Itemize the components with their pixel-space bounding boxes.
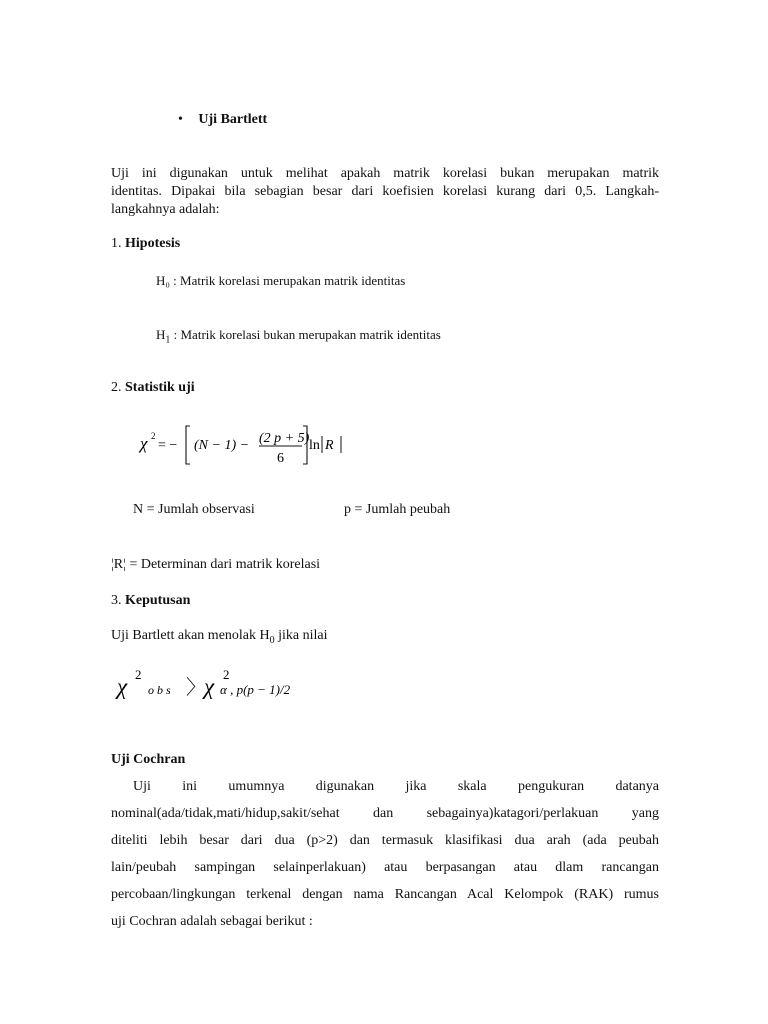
- decision-text: [111, 627, 328, 650]
- cochran-line-6: uji Cochran adalah sebagai berikut :: [111, 914, 313, 929]
- cochran-paragraph: [111, 773, 659, 935]
- cochran-line-1: Uji ini umumnya digunakan jika skala pengukuran datanya: [133, 779, 659, 794]
- hypothesis-h0: [156, 272, 405, 290]
- step3-heading: [111, 592, 190, 610]
- section-title-cochran: Uji Cochran: [111, 752, 186, 767]
- cochran-line-3: diteliti lebih besar dari dua (p>2) dan termasuk klasifikasi dua arah (ada peubah: [111, 833, 659, 848]
- rule-greater-icon: 〉: [186, 677, 206, 699]
- decision-post: jika nilai: [274, 628, 328, 643]
- h0-text: : Matrik korelasi merupakan matrik identitas: [169, 273, 406, 288]
- r-def-text: = Determinan dari matrik korelasi: [125, 557, 321, 572]
- formula-ln: ln: [309, 438, 320, 453]
- formula-equals-minus: = −: [158, 438, 178, 453]
- formula-denominator: 6: [277, 451, 284, 466]
- step1-number: 1.: [111, 236, 122, 251]
- bullet-icon: •: [178, 112, 183, 127]
- step1-title: Hipotesis: [125, 236, 181, 251]
- cochran-line-2: nominal(ada/tidak,mati/hidup,sakit/sehat dan sebagainya)katagori/perlakuan yang: [111, 806, 659, 821]
- n-definition: N = Jumlah observasi: [133, 502, 255, 517]
- rule-sub-alpha: α , p(p − 1)/2: [220, 682, 291, 697]
- intro-line-3: langkahnya adalah:: [111, 202, 220, 217]
- h1-label: H: [156, 327, 166, 342]
- hypothesis-h1: [156, 326, 441, 350]
- intro-line-2: identitas. Dipakai bila sebagian besar dari koefisien korelasi kurang dari 0,5. Langkah-: [111, 184, 659, 199]
- bullet-heading: [178, 111, 267, 129]
- h1-subscript: 1: [165, 334, 171, 346]
- p-definition: p = Jumlah peubah: [344, 502, 451, 517]
- formula-n-term: (N − 1) −: [194, 438, 250, 453]
- rule-chi-obs-symbol: χ: [117, 674, 128, 699]
- formula-numerator: (2 p + 5): [259, 431, 310, 446]
- left-bracket-icon: [186, 426, 190, 464]
- intro-line-1: Uji ini digunakan untuk melihat apakah matrik korelasi bukan merupakan matrik: [111, 166, 659, 181]
- decision-subscript: 0: [269, 634, 275, 646]
- step2-number: 2.: [111, 380, 122, 395]
- step3-title: Keputusan: [125, 593, 191, 608]
- h0-label: H₀: [156, 273, 170, 288]
- cochran-line-5: percobaan/lingkungan terkenal dengan nama Rancangan Acal Kelompok (RAK) rumus: [111, 887, 659, 902]
- h1-text: : Matrik korelasi bukan merupakan matrik identitas: [170, 327, 441, 342]
- step3-number: 3.: [111, 593, 122, 608]
- cochran-line-4: lain/peubah sampingan selainperlakuan) atau berpasangan atau dlam rancangan: [111, 860, 659, 875]
- step2-heading: [111, 379, 195, 397]
- section-title-bartlett: Uji Bartlett: [198, 112, 268, 127]
- rule-sup-2: 2: [223, 667, 230, 682]
- step1-heading: [111, 235, 180, 253]
- formula-r: R: [325, 438, 334, 453]
- r-def-symbol: ¦R¦: [111, 557, 126, 572]
- bartlett-statistic-formula: [138, 412, 358, 472]
- decision-pre: Uji Bartlett akan menolak H: [111, 628, 270, 643]
- decision-rule-formula: [114, 662, 324, 706]
- rule-sub-obs: o b s: [148, 683, 171, 697]
- rule-sup-1: 2: [135, 667, 142, 682]
- rule-chi-alpha-symbol: χ: [204, 674, 215, 699]
- r-definition: [111, 556, 320, 574]
- intro-paragraph: [111, 165, 659, 219]
- formula-chi-symbol: χ: [140, 434, 148, 453]
- formula-chi-square: 2: [151, 431, 156, 441]
- step2-title: Statistik uji: [125, 380, 195, 395]
